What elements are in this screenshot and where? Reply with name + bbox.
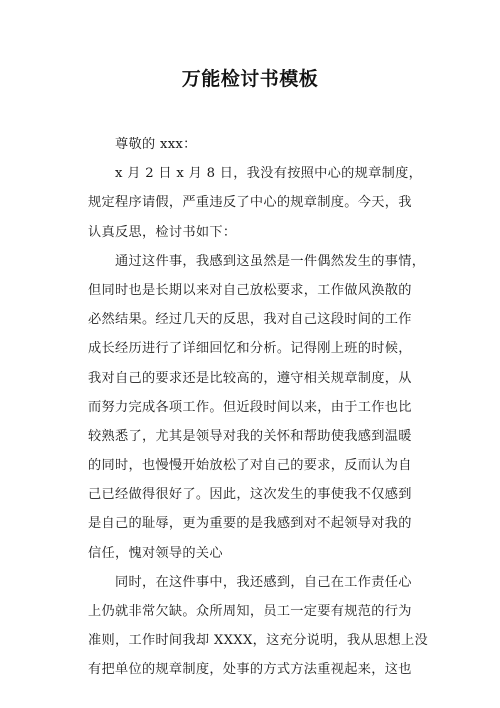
- text-line: 尊敬的 xxx：: [115, 137, 197, 152]
- text-line: 规定程序请假，严重违反了中心的规章制度。今天，我: [88, 195, 412, 211]
- text-line: 有把单位的规章制度，处事的方式方法重视起来，这也: [88, 662, 412, 678]
- text-line: 成长经历进行了详细回忆和分析。记得刚上班的时候，: [88, 341, 412, 357]
- text-line: 同时，在这件事中，我还感到，自己在工作责任心: [115, 574, 412, 590]
- text-line: x 月 2 日 x 月 8 日，我没有按照中心的规章制度，: [115, 166, 423, 182]
- text-line: 的同时，也慢慢开始放松了对自己的要求，反而认为自: [88, 458, 412, 474]
- text-line: 但同时也是长期以来对自己放松要求，工作做风涣散的: [88, 282, 412, 298]
- text-line: 准则，工作时间我却 XXXX，这充分说明，我从思想上没: [88, 633, 428, 649]
- text-line: 上仍就非常欠缺。众所周知，员工一定要有规范的行为: [88, 604, 412, 619]
- document-body: [88, 130, 428, 685]
- text-line: 是自己的耻辱，更为重要的是我感到对不起领导对我的: [88, 516, 412, 532]
- document-title: 万能检讨书模板: [181, 68, 319, 90]
- text-line: 我对自己的要求还是比较高的，遵守相关规章制度，从: [88, 370, 412, 386]
- text-line: 较熟悉了，尤其是领导对我的关怀和帮助使我感到温暖: [88, 428, 412, 444]
- text-line: 通过这件事，我感到这虽然是一件偶然发生的事情，: [115, 253, 426, 269]
- text-line: 必然结果。经过几天的反思，我对自己这段时间的工作: [88, 312, 412, 328]
- text-line: 己已经做得很好了。因此，这次发生的事使我不仅感到: [88, 487, 412, 503]
- text-line: 而努力完成各项工作。但近段时间以来，由于工作也比: [88, 399, 412, 415]
- text-line: 信任，愧对领导的关心: [88, 545, 223, 561]
- text-line: 认真反思，检讨书如下：: [88, 224, 237, 240]
